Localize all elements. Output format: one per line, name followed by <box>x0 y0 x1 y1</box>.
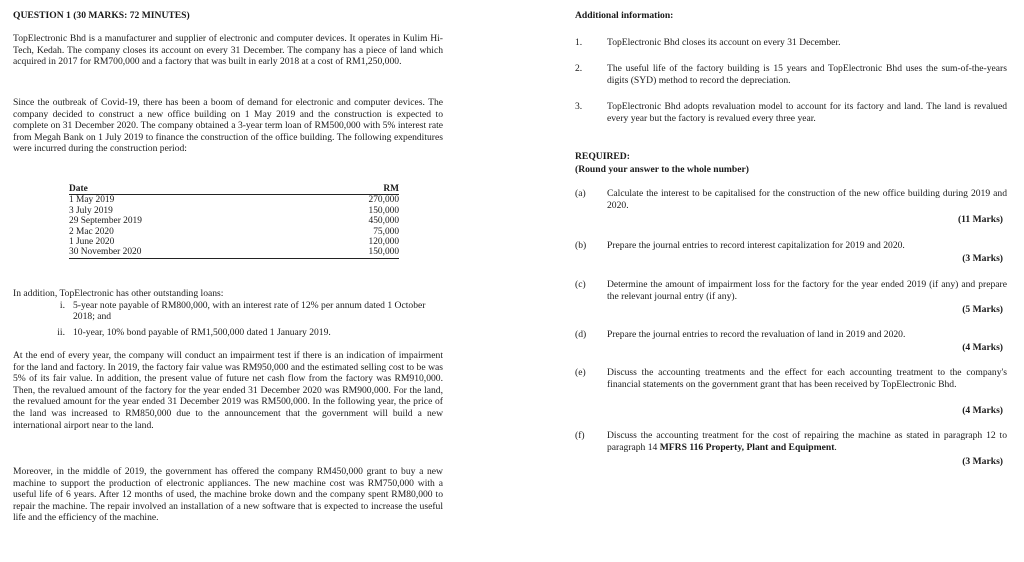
info-number: 2. <box>575 63 583 74</box>
expenditure-table <box>69 184 399 259</box>
requirement-text: Determine the amount of impairment loss for the factory for the year ended 2019 (if any) and prepare the relevant journal entry (if any). <box>607 279 1007 302</box>
requirement-text-end: . <box>834 441 837 453</box>
loan-text: 5-year note payable of RM800,000, with an interest rate of 12% per annum dated 1 October 2018; and <box>73 299 426 323</box>
table-cell-date: 29 September 2019 <box>69 216 142 227</box>
date-header: Date <box>69 184 302 195</box>
table-cell-date: 3 July 2019 <box>69 205 113 216</box>
info-item <box>575 63 1011 86</box>
table-cell-amount: 75,000 <box>373 226 399 237</box>
marks-label: (4 Marks) <box>962 342 1003 353</box>
info-text: TopElectronic Bhd closes its account on every 31 December. <box>607 37 841 48</box>
requirement-item <box>575 188 1011 211</box>
requirement-item <box>575 430 1011 453</box>
requirement-text: Discuss the accounting treatments and the effect for each accounting treatment to the company's financial statements on the government grant that has been received by TopElectronic Bhd. <box>607 367 1007 390</box>
marks-label: (4 Marks) <box>962 405 1003 416</box>
loan-item <box>13 300 443 323</box>
table-cell-amount: 120,000 <box>368 237 399 248</box>
additional-info-title: Additional information: <box>575 10 674 21</box>
info-item <box>575 37 1011 49</box>
requirement-text: Calculate the interest to be capitalised for the construction of the new office building during 2019 and 2020. <box>607 188 1007 211</box>
table-row <box>69 206 399 216</box>
question-title: QUESTION 1 (30 MARKS: 72 MINUTES) <box>13 10 190 21</box>
table-row <box>69 247 399 258</box>
impairment-paragraph: At the end of every year, the company will conduct an impairment test if there is an indication of impairment for the land and factory. In 2019, the factory fair value was RM950,000 and the estimated selling cost to be was 5% of its fair value. In addition, the present value of future net cash flow from the factory was RM910,000. Then, the revalued amount of the factory for the year ended 31 December 2020 was RM900,000. For the land, the revalued amount for the year ended 31 December 2019 was RM500,000. In the following year, the price of the land was increased to RM850,000 due to the announcement that the government will build a new international airport near to the land. <box>13 350 443 431</box>
table-cell-amount: 450,000 <box>368 216 399 227</box>
table-row <box>69 195 399 206</box>
marks-label: (11 Marks) <box>957 214 1003 225</box>
requirement-text: Prepare the journal entries to record interest capitalization for 2019 and 2020. <box>607 240 905 251</box>
grant-paragraph: Moreover, in the middle of 2019, the government has offered the company RM450,000 grant to buy a new machine to support the production of electronic appliances. The new machine cost was RM750,000 with a useful life of 6 years. After 12 months of used, the machine broke down and the company spent RM80,000 to repair the machine. The repair involved an installation of a new software that is expected to increase the useful life and the efficiency of the machine. <box>13 466 443 524</box>
loan-text: 10-year, 10% bond payable of RM1,500,000 dated 1 January 2019. <box>73 326 331 338</box>
requirement-item <box>575 279 1011 302</box>
outstanding-loans <box>13 288 443 338</box>
marks-label: (5 Marks) <box>962 304 1003 315</box>
requirement-text: Prepare the journal entries to record the revaluation of land in 2019 and 2020. <box>607 329 906 340</box>
table-cell-amount: 150,000 <box>302 247 399 258</box>
table-header-row <box>69 184 399 195</box>
table-cell-amount: 270,000 <box>368 195 399 206</box>
table-cell-date: 30 November 2020 <box>69 247 302 258</box>
table-cell-date: 2 Mac 2020 <box>69 226 114 237</box>
requirement-item <box>575 367 1011 390</box>
loans-intro: In addition, TopElectronic has other outstanding loans: <box>13 288 224 299</box>
requirement-letter: (c) <box>575 279 586 290</box>
intro-paragraph: TopElectronic Bhd is a manufacturer and supplier of electronic and computer devices. It operates in Kulim Hi-Tech, Kedah. The company closes its account on every 31 December. The company has a piece of land which acquired in 2017 for RM700,000 and a factory that was built in early 2018 at a cost of RM1,250,000. <box>13 33 443 68</box>
construction-paragraph: Since the outbreak of Covid-19, there has been a boom of demand for electronic and computer devices. The company decided to construct a new office building on 1 May 2019 and the construction is expected to complete on 31 December 2020. The company obtained a 3-year term loan of RM500,000 with 5% interest rate from Megah Bank on 1 July 2019 to finance the construction of the office building. The following expenditures were incurred during the construction period: <box>13 97 443 155</box>
info-number: 1. <box>575 37 583 48</box>
requirement-letter: (a) <box>575 188 586 199</box>
loan-item <box>13 327 443 339</box>
marks-label: (3 Marks) <box>962 456 1003 467</box>
requirement-letter: (e) <box>575 367 586 378</box>
requirement-item <box>575 329 1011 341</box>
rm-header: RM <box>302 184 399 195</box>
table-cell-amount: 150,000 <box>368 205 399 216</box>
table-row <box>69 237 399 247</box>
loan-number: i. <box>59 299 65 311</box>
required-subtitle: (Round your answer to the whole number) <box>575 164 749 175</box>
info-item <box>575 101 1011 124</box>
table-row <box>69 227 399 237</box>
marks-label: (3 Marks) <box>962 253 1003 264</box>
table-cell-date: 1 June 2020 <box>69 237 115 248</box>
loan-number: ii. <box>57 326 65 338</box>
table-cell-date: 1 May 2019 <box>69 195 115 206</box>
requirement-letter: (f) <box>575 430 585 441</box>
requirement-letter: (d) <box>575 329 587 340</box>
required-title: REQUIRED: <box>575 151 630 162</box>
requirement-letter: (b) <box>575 240 587 251</box>
info-text: TopElectronic Bhd adopts revaluation model to account for its factory and land. The land is revalued every year but the factory is revalued every three year. <box>607 101 1007 124</box>
requirement-text <box>607 430 1007 453</box>
table-row <box>69 216 399 226</box>
mfrs-standard-name: MFRS 116 Property, Plant and Equipment <box>659 441 835 453</box>
requirement-item <box>575 240 1011 252</box>
info-text: The useful life of the factory building is 15 years and TopElectronic Bhd uses the sum-of-the-years digits (SYD) method to record the depreciation. <box>607 63 1007 86</box>
info-number: 3. <box>575 101 583 112</box>
requirement-text-main: Discuss the accounting treatment for the cost of repairing the machine as stated in paragraph 12 to paragraph 14 <box>607 430 1007 453</box>
